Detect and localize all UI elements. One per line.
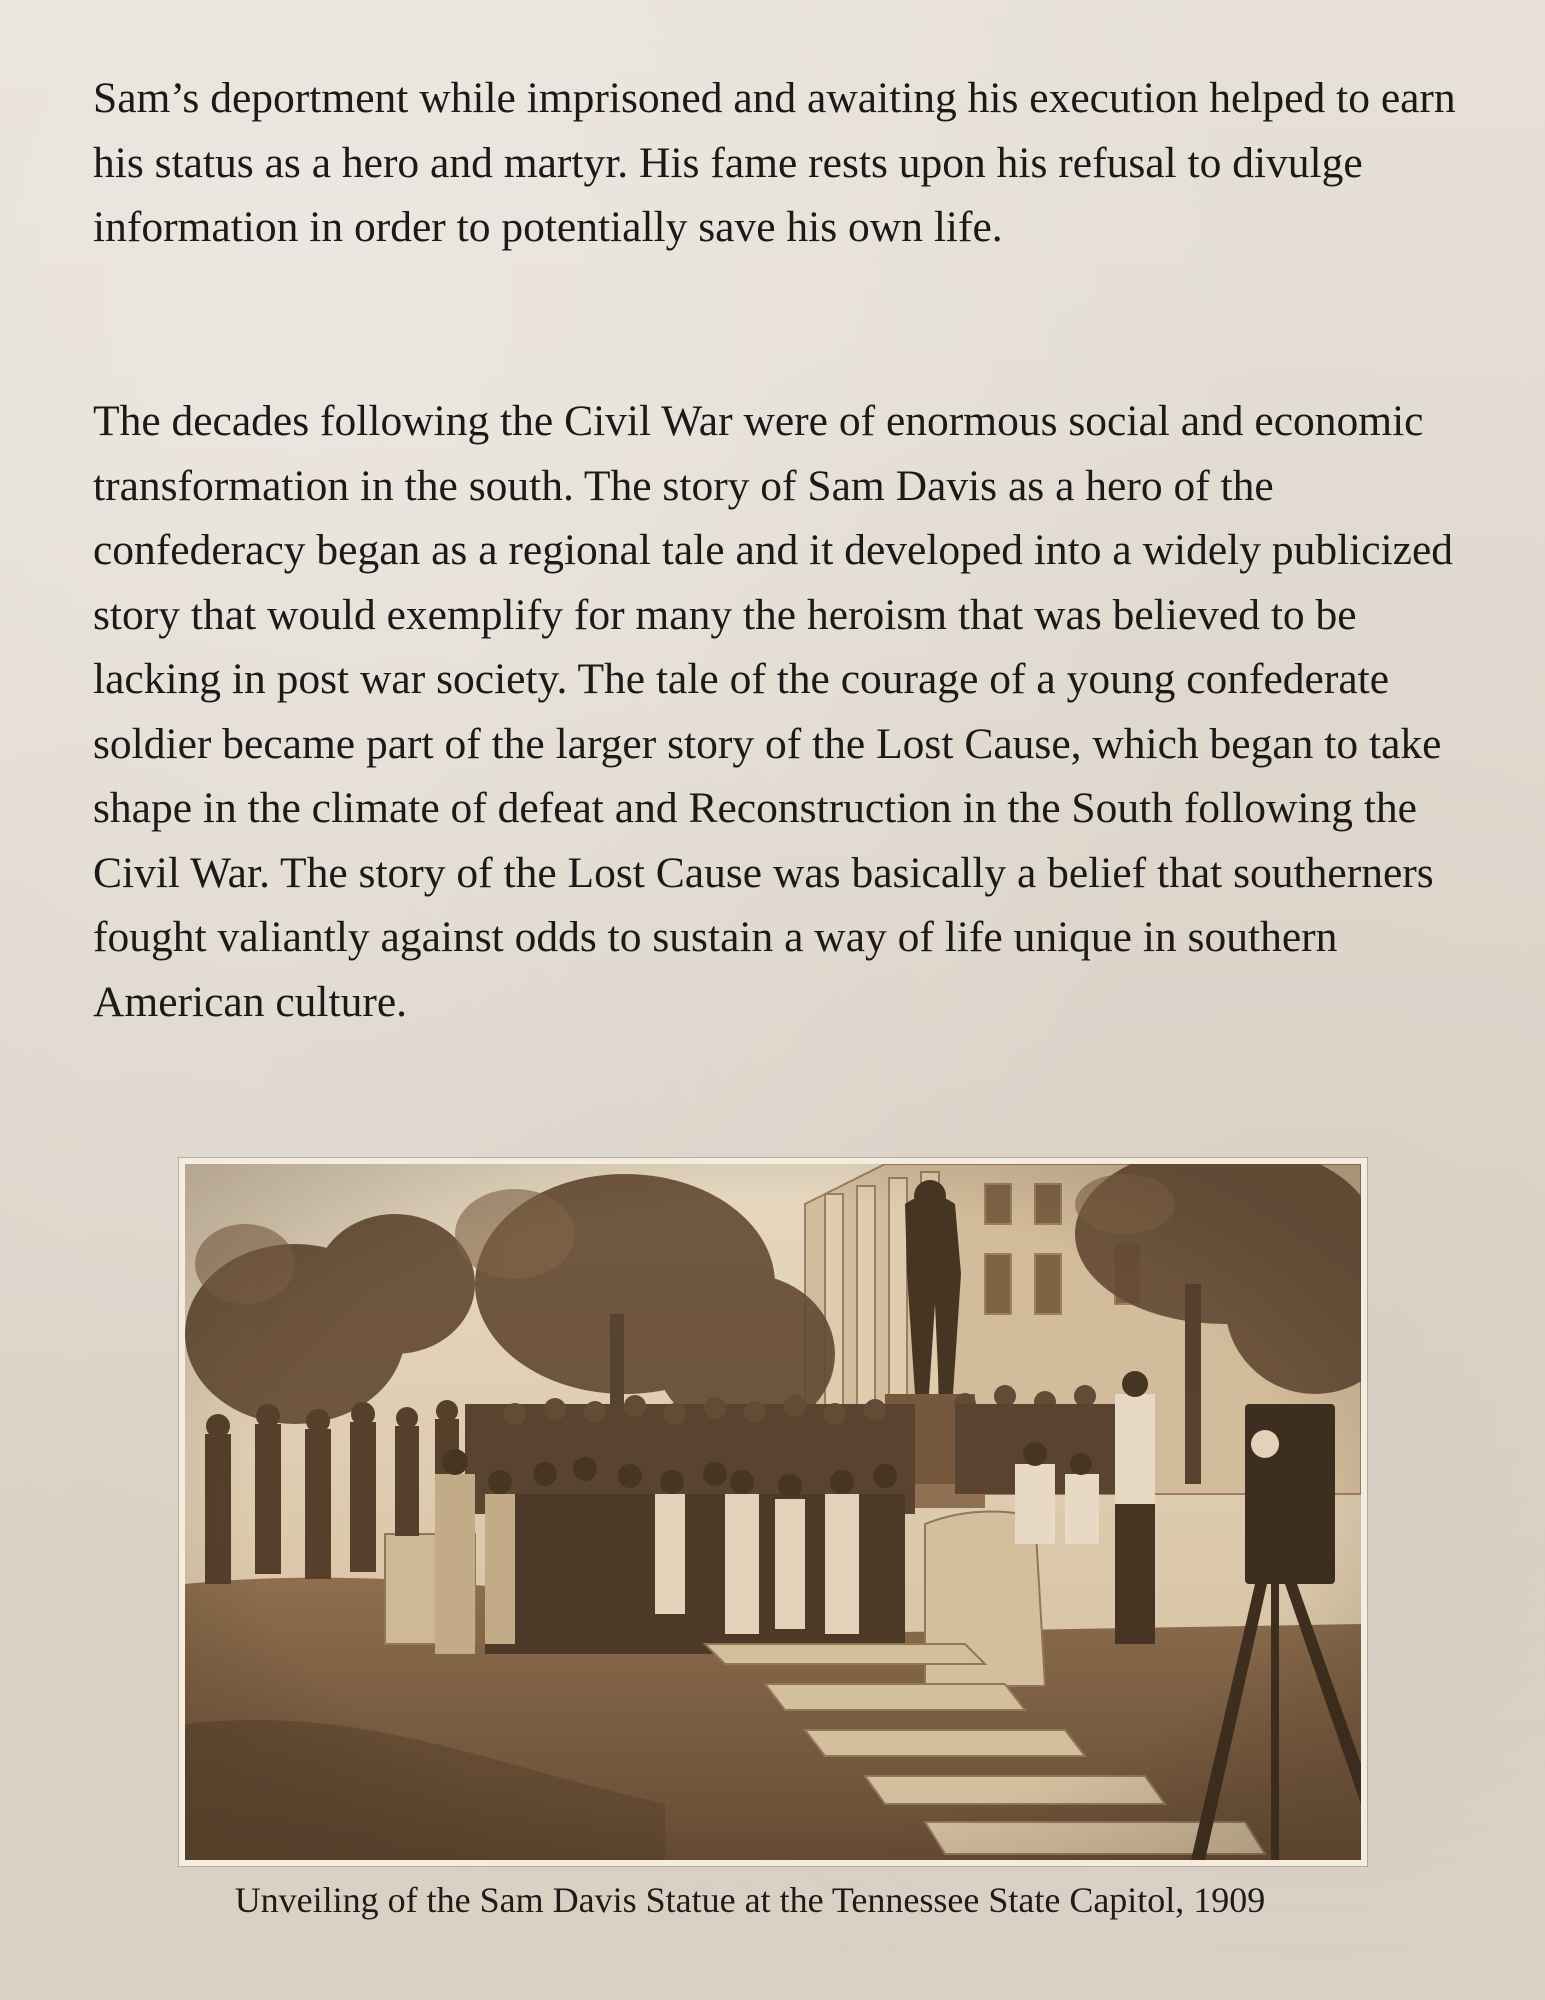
body-paragraph-2: The decades following the Civil War were of enormous social and economic transformation in the south. The story of Sam Davis as a hero of the confederacy began as a regional tale and it developed into a widely publicized story that would exemplify for many the heroism that was believed to be lacking in post war society. The tale of the courage of a young confederate soldier became part of the larger story of the Lost Cause, which began to take shape in the climate of defeat and Reconstruction in the South following the Civil War. The story of the Lost Cause was basically a belief that southerners fought valiantly against odds to sustain a way of life unique in southern American culture. bbox=[93, 397, 1454, 1026]
photo-caption: Unveiling of the Sam Davis Statue at the Tennessee State Capitol, 1909 bbox=[234, 1880, 1266, 1920]
body-paragraph-1: Sam’s deportment while imprisoned and awaiting his execution helped to earn his status as a hero and martyr. His fame rests upon his refusal to divulge information in order to potentially save his own life. bbox=[93, 74, 1456, 251]
historical-photo bbox=[185, 1164, 1361, 1860]
historical-photo-frame bbox=[179, 1158, 1367, 1866]
statue-unveiling-photo-illustration bbox=[185, 1164, 1361, 1860]
